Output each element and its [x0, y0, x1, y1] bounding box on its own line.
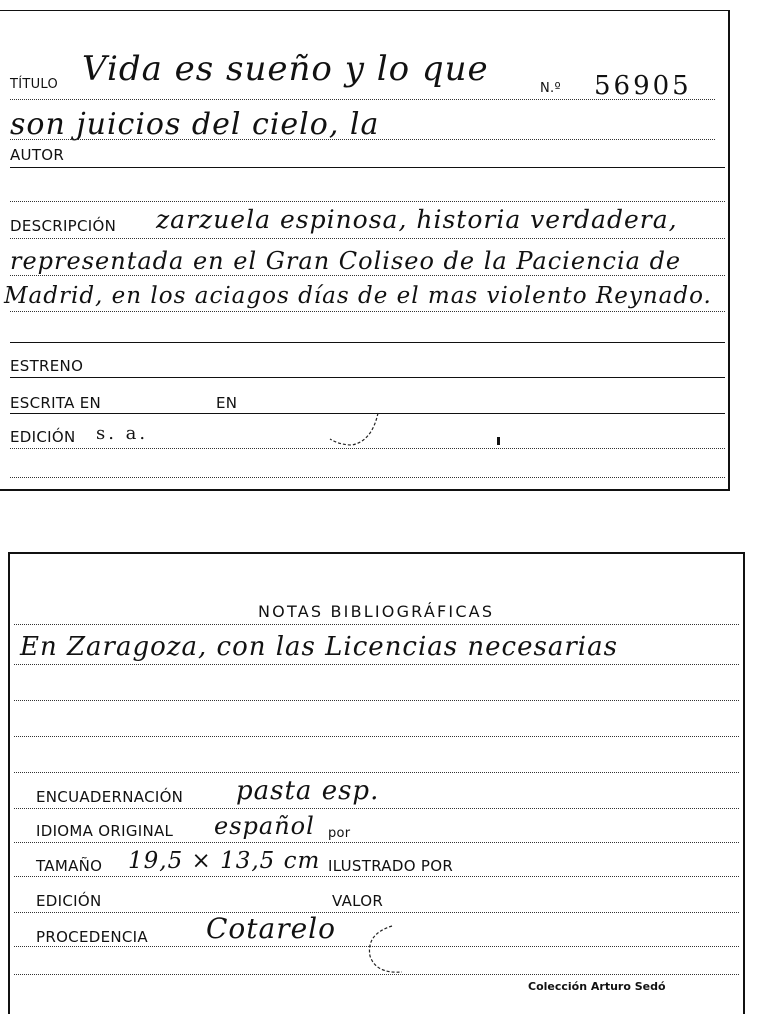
- titulo-rule-1: [10, 99, 715, 100]
- estreno-rule: [10, 377, 725, 378]
- descripcion-line-1: zarzuela espinosa, historia verdadera,: [156, 205, 678, 234]
- encuadernacion-value: pasta esp.: [236, 776, 380, 806]
- por-label: por: [328, 826, 351, 841]
- descripcion-line-3: Madrid, en los aciagos días de el mas violento Reynado.: [4, 283, 712, 309]
- descripcion-line-2: representada en el Gran Coliseo de la Paciencia de: [10, 247, 682, 275]
- edicion-value: s. a.: [96, 423, 149, 444]
- notas-line-1: En Zaragoza, con las Licencias necesarias: [20, 632, 618, 662]
- notas-rule-2: [14, 664, 739, 665]
- ilustrado-por-label: ILUSTRADO POR: [328, 857, 454, 875]
- collection-footer: Colección Arturo Sedó: [528, 980, 666, 993]
- punch-hole-mark-bottom: [362, 924, 422, 979]
- notas-rule-4: [14, 736, 739, 737]
- idioma-rule: [14, 842, 739, 843]
- procedencia-label: PROCEDENCIA: [36, 928, 148, 946]
- descripcion-rule-2: [10, 275, 725, 276]
- titulo-label: TÍTULO: [10, 77, 59, 92]
- titulo-value-line-2: son juicios del cielo, la: [10, 107, 380, 142]
- edicion-label: EDICIÓN: [10, 428, 76, 446]
- descripcion-rule-1: [10, 238, 725, 239]
- descripcion-rule-3: [10, 311, 725, 312]
- edicion-rule-bottom: [14, 912, 739, 913]
- descripcion-rule-4: [10, 342, 725, 343]
- numero-label: N.º: [540, 81, 561, 96]
- catalog-card-top: [0, 10, 730, 491]
- tamano-rule: [14, 876, 739, 877]
- estreno-label: ESTRENO: [10, 357, 84, 375]
- encuadernacion-label: ENCUADERNACIÓN: [36, 788, 184, 806]
- valor-label: VALOR: [332, 892, 384, 910]
- titulo-rule-2: [10, 139, 715, 140]
- idioma-value: español: [214, 812, 315, 840]
- edicion-label-bottom: EDICIÓN: [36, 892, 102, 910]
- tamano-value: 19,5 × 13,5 cm: [128, 848, 321, 874]
- autor-rule: [10, 167, 725, 168]
- punch-hole-mark: [328, 411, 388, 456]
- autor-rule-2: [10, 201, 725, 202]
- notas-rule-5: [14, 772, 739, 773]
- idioma-label: IDIOMA ORIGINAL: [36, 822, 174, 840]
- ink-dot: [496, 437, 502, 447]
- procedencia-value: Cotarelo: [206, 912, 336, 945]
- notas-heading: NOTAS BIBLIOGRÁFICAS: [258, 602, 495, 621]
- numero-value: 56905: [594, 71, 692, 101]
- autor-label: AUTOR: [10, 146, 65, 164]
- tamano-label: TAMAÑO: [36, 857, 103, 875]
- descripcion-label: DESCRIPCIÓN: [10, 217, 117, 235]
- catalog-card-bottom: [8, 552, 745, 1014]
- titulo-value-line-1: Vida es sueño y lo que: [82, 49, 489, 89]
- notas-rule-3: [14, 700, 739, 701]
- encuadernacion-rule: [14, 808, 739, 809]
- bottom-rule: [10, 477, 725, 478]
- en-label: EN: [216, 394, 238, 412]
- notas-rule-1: [14, 624, 739, 625]
- escrita-en-label: ESCRITA EN: [10, 394, 102, 412]
